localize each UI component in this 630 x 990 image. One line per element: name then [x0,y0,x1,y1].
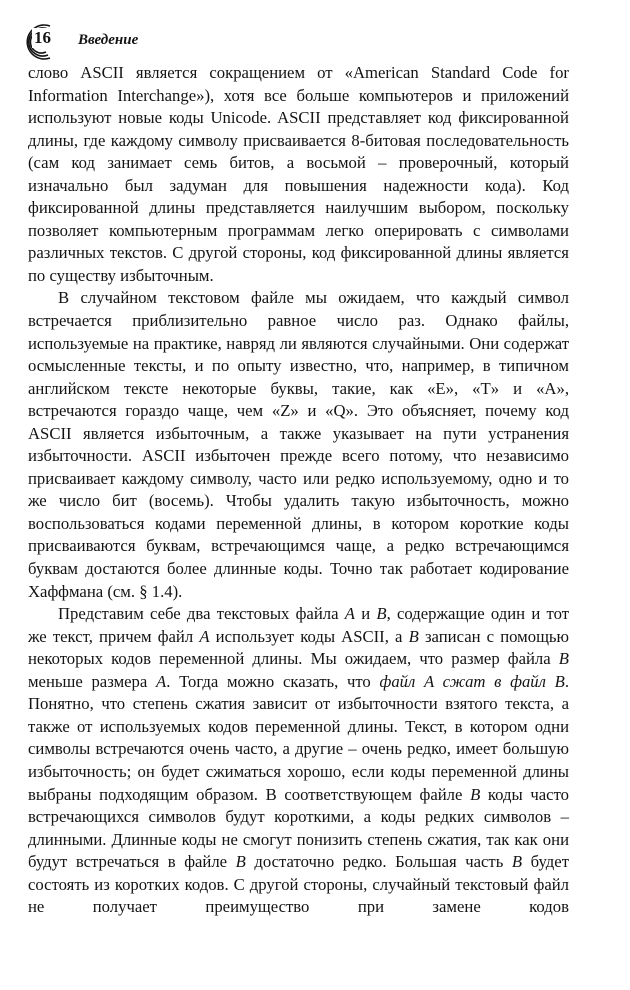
text-run: Представим себе два текстовых файла [58,604,345,624]
text-run: использует коды ASCII, а [209,626,409,646]
paragraph-3 [28,603,569,919]
file-b: B [376,604,387,624]
file-b: B [511,852,523,872]
page-header [20,22,610,62]
file-b: B [235,852,246,872]
text-run: , содержащие один и тот же текст, причем файл [28,604,569,646]
file-a: A [156,671,167,691]
file-b: B [470,784,481,804]
text-run: . Тогда можно сказать, что [166,671,380,691]
text-run: будет состоять из коротких кодов. С другой стороны, случайный текстовый файл не получает преимущество при замене кодов [28,852,569,917]
text-run: коды часто встречающихся символов будут короткими, а коды редких символов – длинными. Длинные коды не смогут понизить степень сжатия, так как они будут встречаться в файле [28,784,570,872]
text-run: достаточно редко. Большая часть [245,852,512,872]
section-title: Введение [78,32,139,48]
paragraph-2: В случайном текстовом файле мы ожидаем, что каждый символ встречается приблизительно равное число раз. Однако файлы, используемые на практике, навряд ли являются случайными. Они содержат осмысленные тексты, и по опыту известно, что, например, в типичном английском тексте некоторые буквы, такие, как «E», «T» и «A», встречаются гораздо чаще, чем «Z» и «Q». Это объясняет, почему код ASCII является избыточным, а также указывает на пути устранения избыточности. ASCII избыточен прежде всего потому, что независимо присваивает каждому символу, часто или редко используемому, одно и то же число бит (восемь). Чтобы удалить такую избыточность, можно воспользоваться кодами переменной длины, в котором короткие коды присваиваются буквам, встречающимся чаще, а редко встречающимся буквам достаются более длинные коды. Точно так работает кодирование Хаффмана (см. § 1.4). [28,288,569,601]
body-text [28,62,569,919]
file-a: A [344,604,355,624]
file-a: A [199,626,210,646]
file-b: B [558,649,569,669]
paragraph-1: слово ASCII является сокращением от «American Standard Code for Information Interchange»), хотя все больше компьютеров и приложений используют новые коды Unicode. ASCII представляет код фиксированной длины, где каждому символу присваивается 8-битовая последовательность (сам код занимает семь битов, а восьмой – проверочный, который изначально был задуман для повышения надежности кода). Код фиксированной длины представляется наилучшим выбором, поскольку позволяет компьютерным программам легко оперировать с символами различных текстов. С другой стороны, код фиксированной длины является по существу избыточным. [28,63,569,285]
file-b: B [408,626,419,646]
emphasis-phrase: файл A сжат в файл B [379,671,565,691]
page-number: 16 [34,28,51,47]
text-run: . Понятно, что степень сжатия зависит от избыточности взятого текста, а также от используемых кодов переменной длины. Текст, в котором одни символы встречаются очень часто, а другие – очень редко, имеет большую избыточность; он будет сжиматься хорошо, если коды переменной длины выбраны подходящим образом. В соответствующем файле [28,671,569,804]
text-run: записан с помощью некоторых кодов переменной длины. Мы ожидаем, что размер файла [28,626,570,669]
text-run: и [354,604,377,624]
text-run: меньше размера [28,671,156,691]
